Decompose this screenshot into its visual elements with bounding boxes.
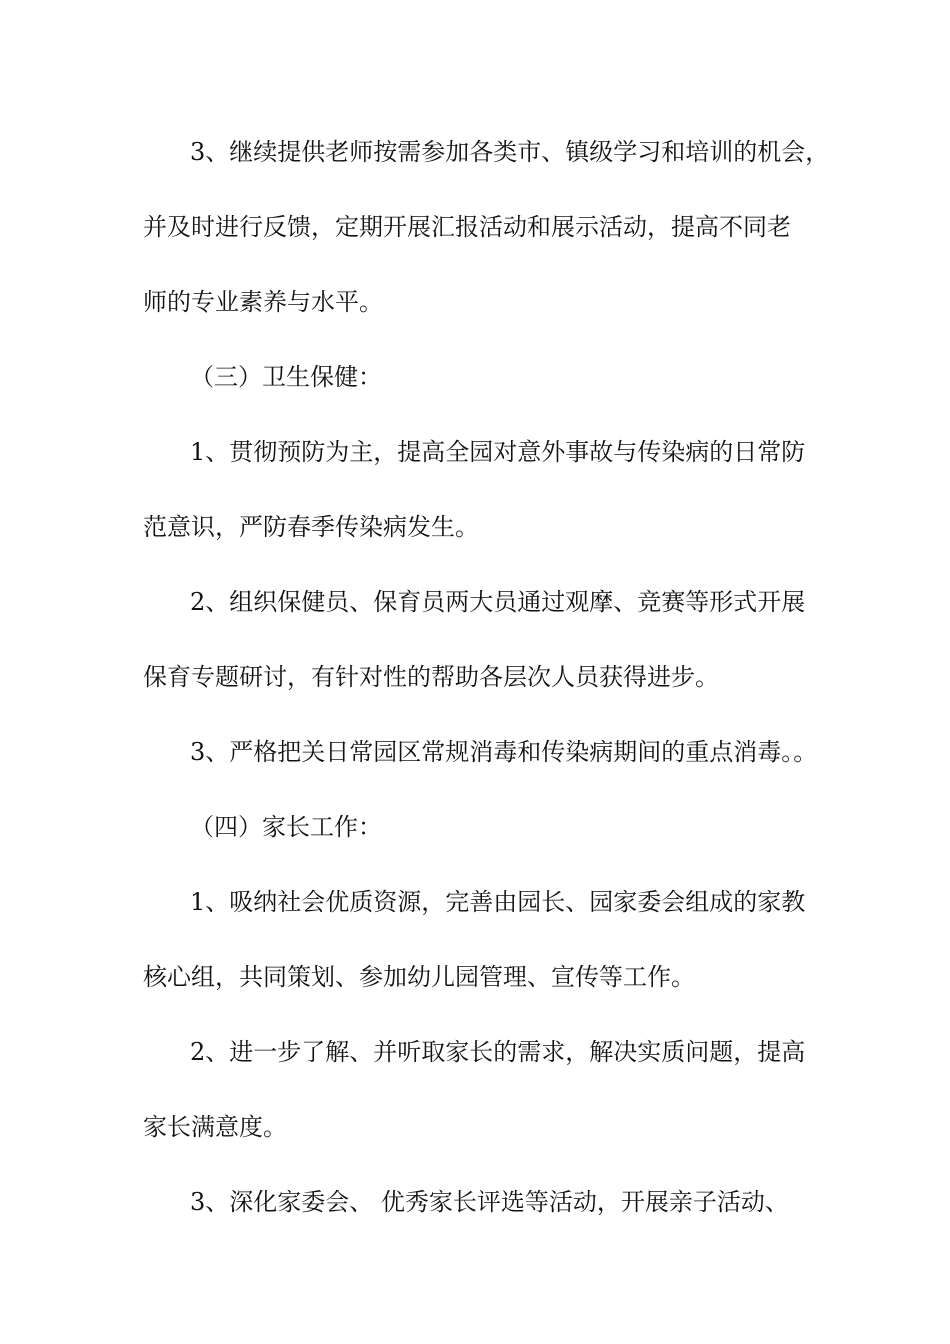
paragraph-line-13: 2、进一步了解、并听取家长的需求，解决实质问题，提高 (190, 1038, 806, 1066)
paragraph-line-12: 核心组，共同策划、参加幼儿园管理、宣传等工作。 (143, 963, 695, 991)
paragraph-line-6: 范意识，严防春季传染病发生。 (143, 513, 479, 541)
paragraph-line-2: 并及时进行反馈，定期开展汇报活动和展示活动，提高不同老 (143, 213, 791, 241)
paragraph-line-5: 1、贯彻预防为主，提高全园对意外事故与传染病的日常防 (190, 438, 806, 466)
paragraph-line-3: 师的专业素养与水平。 (143, 288, 383, 316)
paragraph-line-11: 1、吸纳社会优质资源，完善由园长、园家委会组成的家教 (190, 888, 806, 916)
paragraph-line-1: 3、继续提供老师按需参加各类市、镇级学习和培训的机会， (190, 138, 830, 166)
paragraph-line-14: 家长满意度。 (143, 1113, 287, 1141)
paragraph-line-7: 2、组织保健员、保育员两大员通过观摩、竞赛等形式开展 (190, 588, 806, 616)
paragraph-line-15: 3、深化家委会、 优秀家长评选等活动，开展亲子活动、 (190, 1188, 789, 1216)
paragraph-line-8: 保育专题研讨，有针对性的帮助各层次人员获得进步。 (143, 663, 719, 691)
section-heading-parents: （四）家长工作： (190, 813, 382, 841)
paragraph-line-9: 3、严格把关日常园区常规消毒和传染病期间的重点消毒。。 (190, 738, 818, 766)
section-heading-hygiene: （三）卫生保健： (190, 363, 382, 391)
